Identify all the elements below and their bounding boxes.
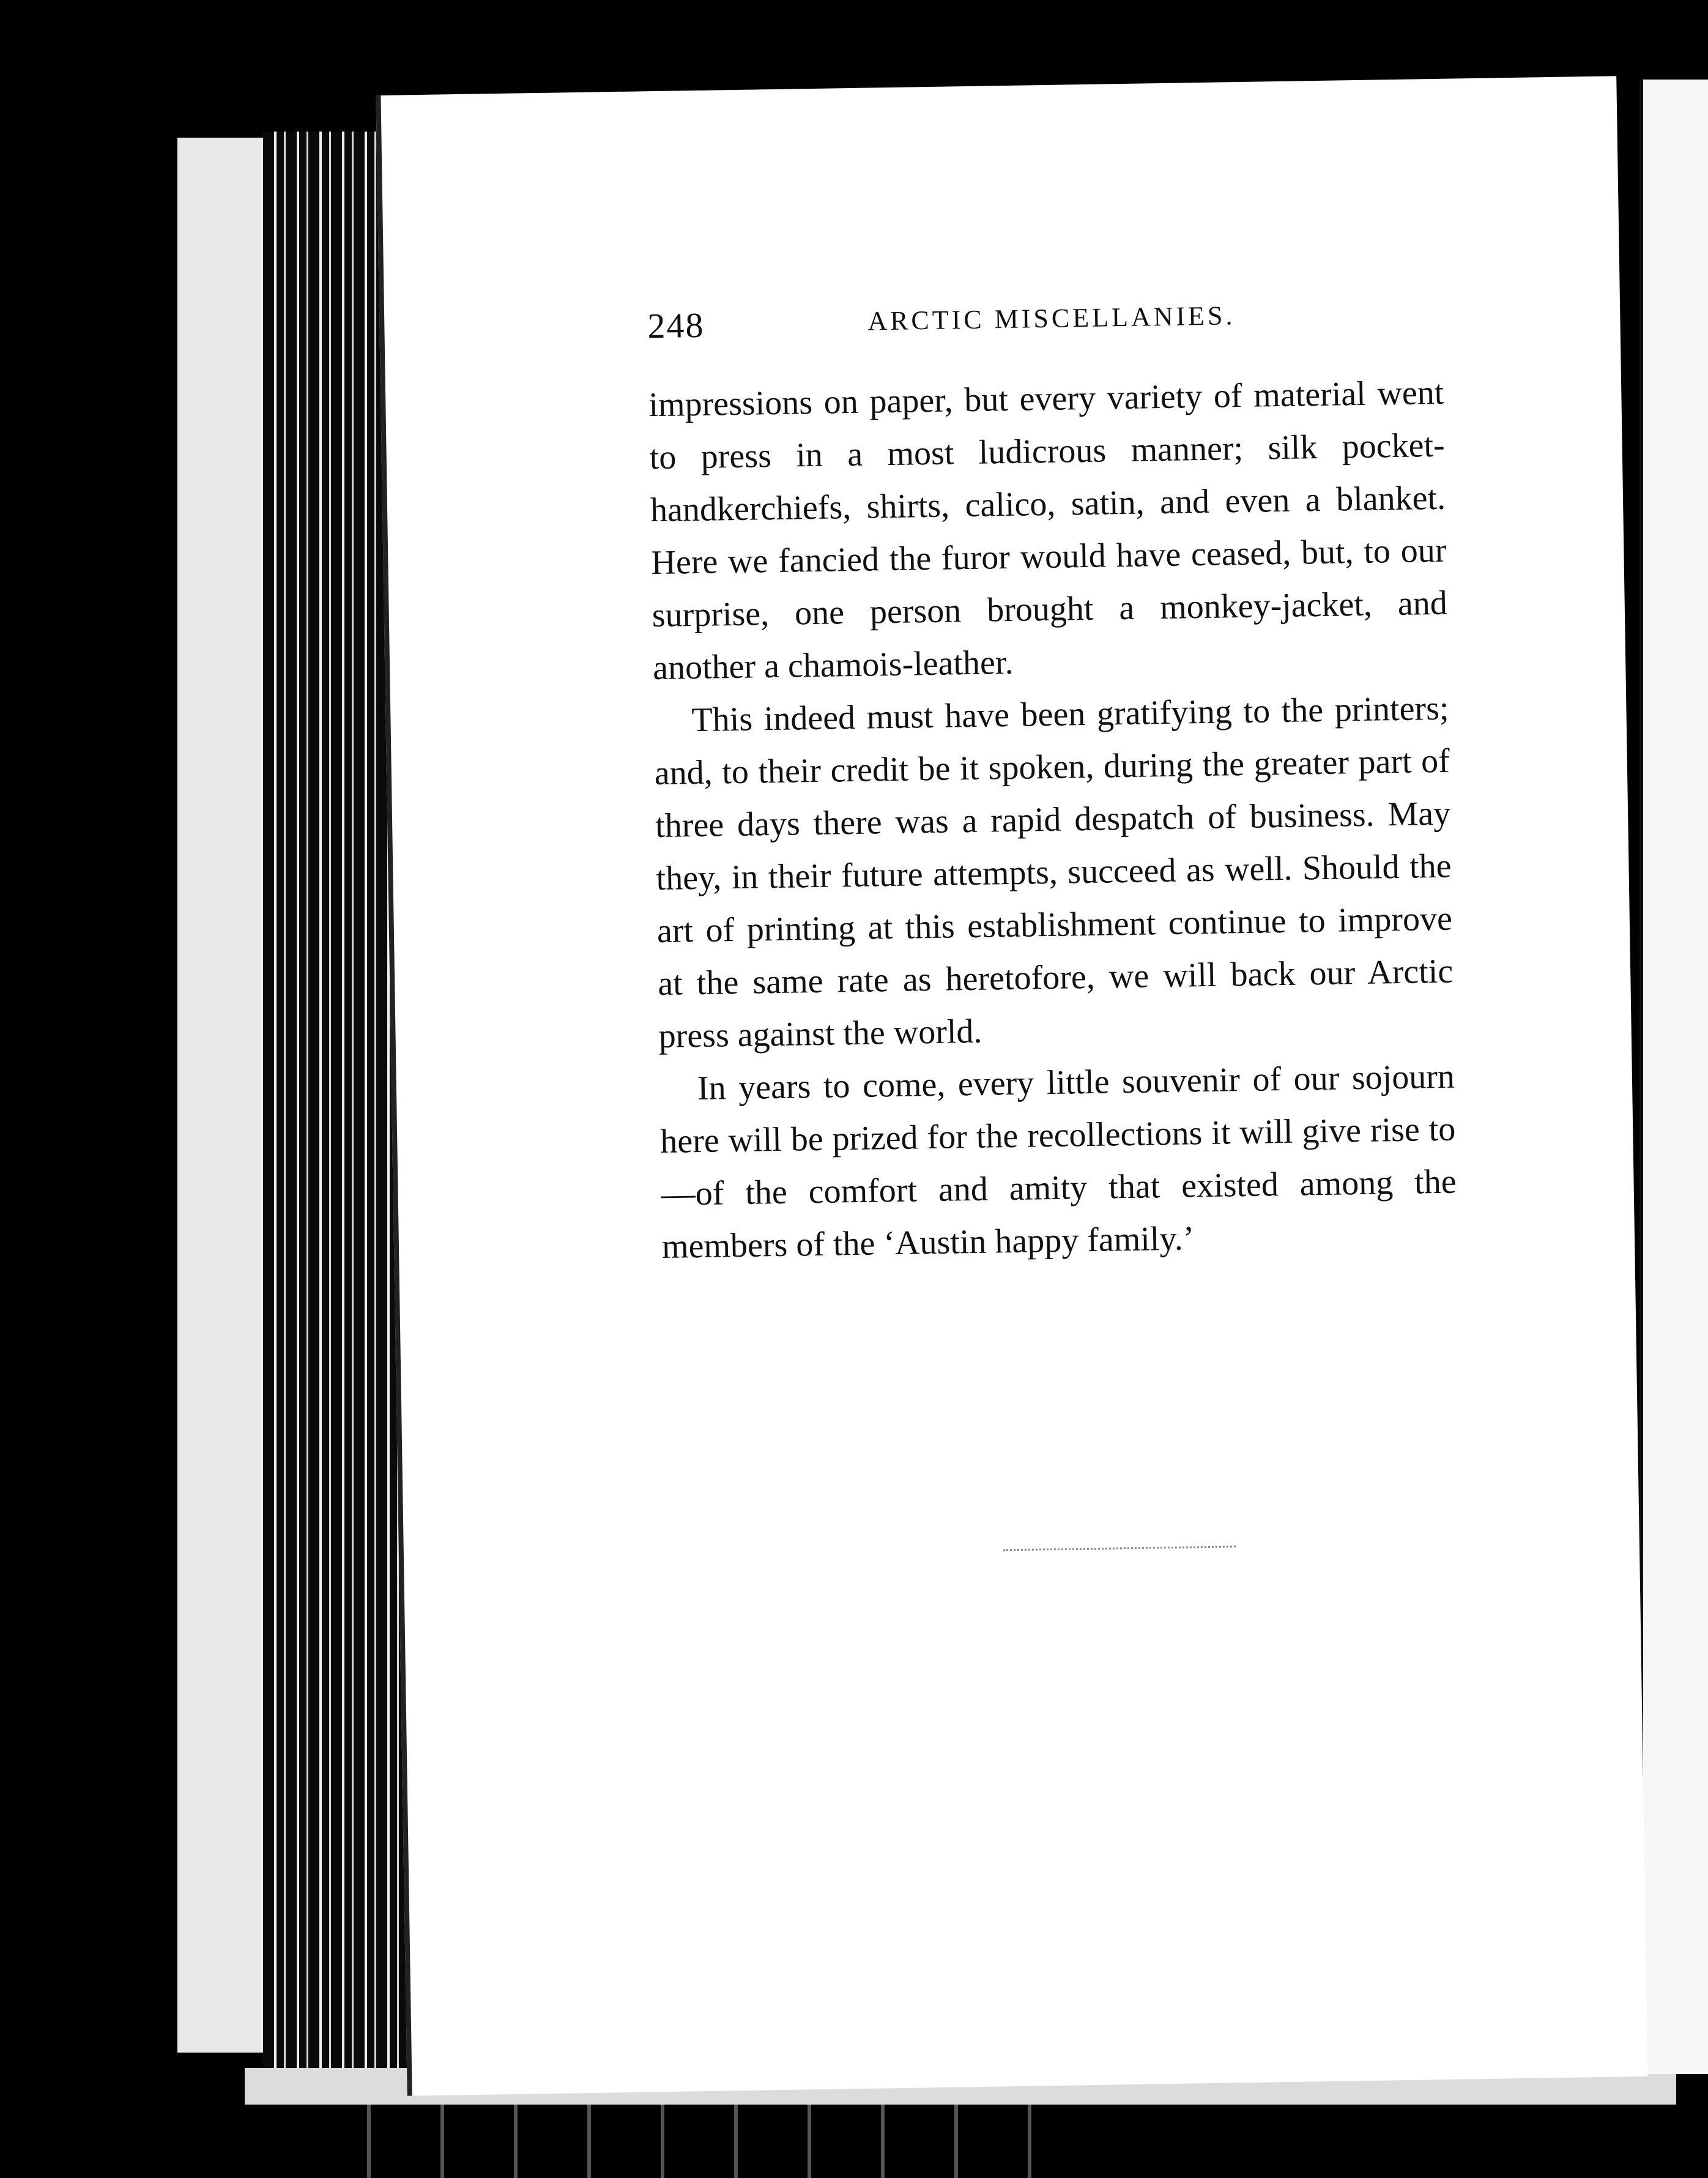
book-page: [376, 76, 1647, 2095]
tail-ornament: [1003, 1545, 1236, 1553]
left-page-edge: [177, 138, 270, 2053]
paragraph: In years to come, every little souvenir of our sojourn here will be prized for the recollections it will give rise to—of the comfort and amity that existed among the members of the ‘Austin happy family.’: [659, 1057, 1457, 1266]
facing-page-edge: [1639, 80, 1708, 2074]
page-header: [647, 293, 1443, 354]
running-title: ARCTIC MISCELLANIES.: [867, 300, 1236, 336]
scan-noise: [343, 2105, 1077, 2178]
body-text: [648, 366, 1458, 1273]
paragraph: impressions on paper, but every variety of material went to press in a most ludicrous manner; silk pocket-handkerchiefs, shirts, calico, satin, and even a blanket. Here we fancied the furor would have ceased, but, to our surprise, one person brought a monkey-jacket, and another a chamois-leather.: [648, 373, 1448, 688]
page-number: 248: [647, 305, 705, 346]
paragraph: This indeed must have been gratifying to the printers; and, to their credit be it spoken, during the greater part of three days there was a rapid despatch of business. May they, in their future attempts, succeed as well. Should the art of printing at this establishment continue to improve at the same rate as heretofore, we will back our Arctic press against the world.: [654, 689, 1454, 1056]
